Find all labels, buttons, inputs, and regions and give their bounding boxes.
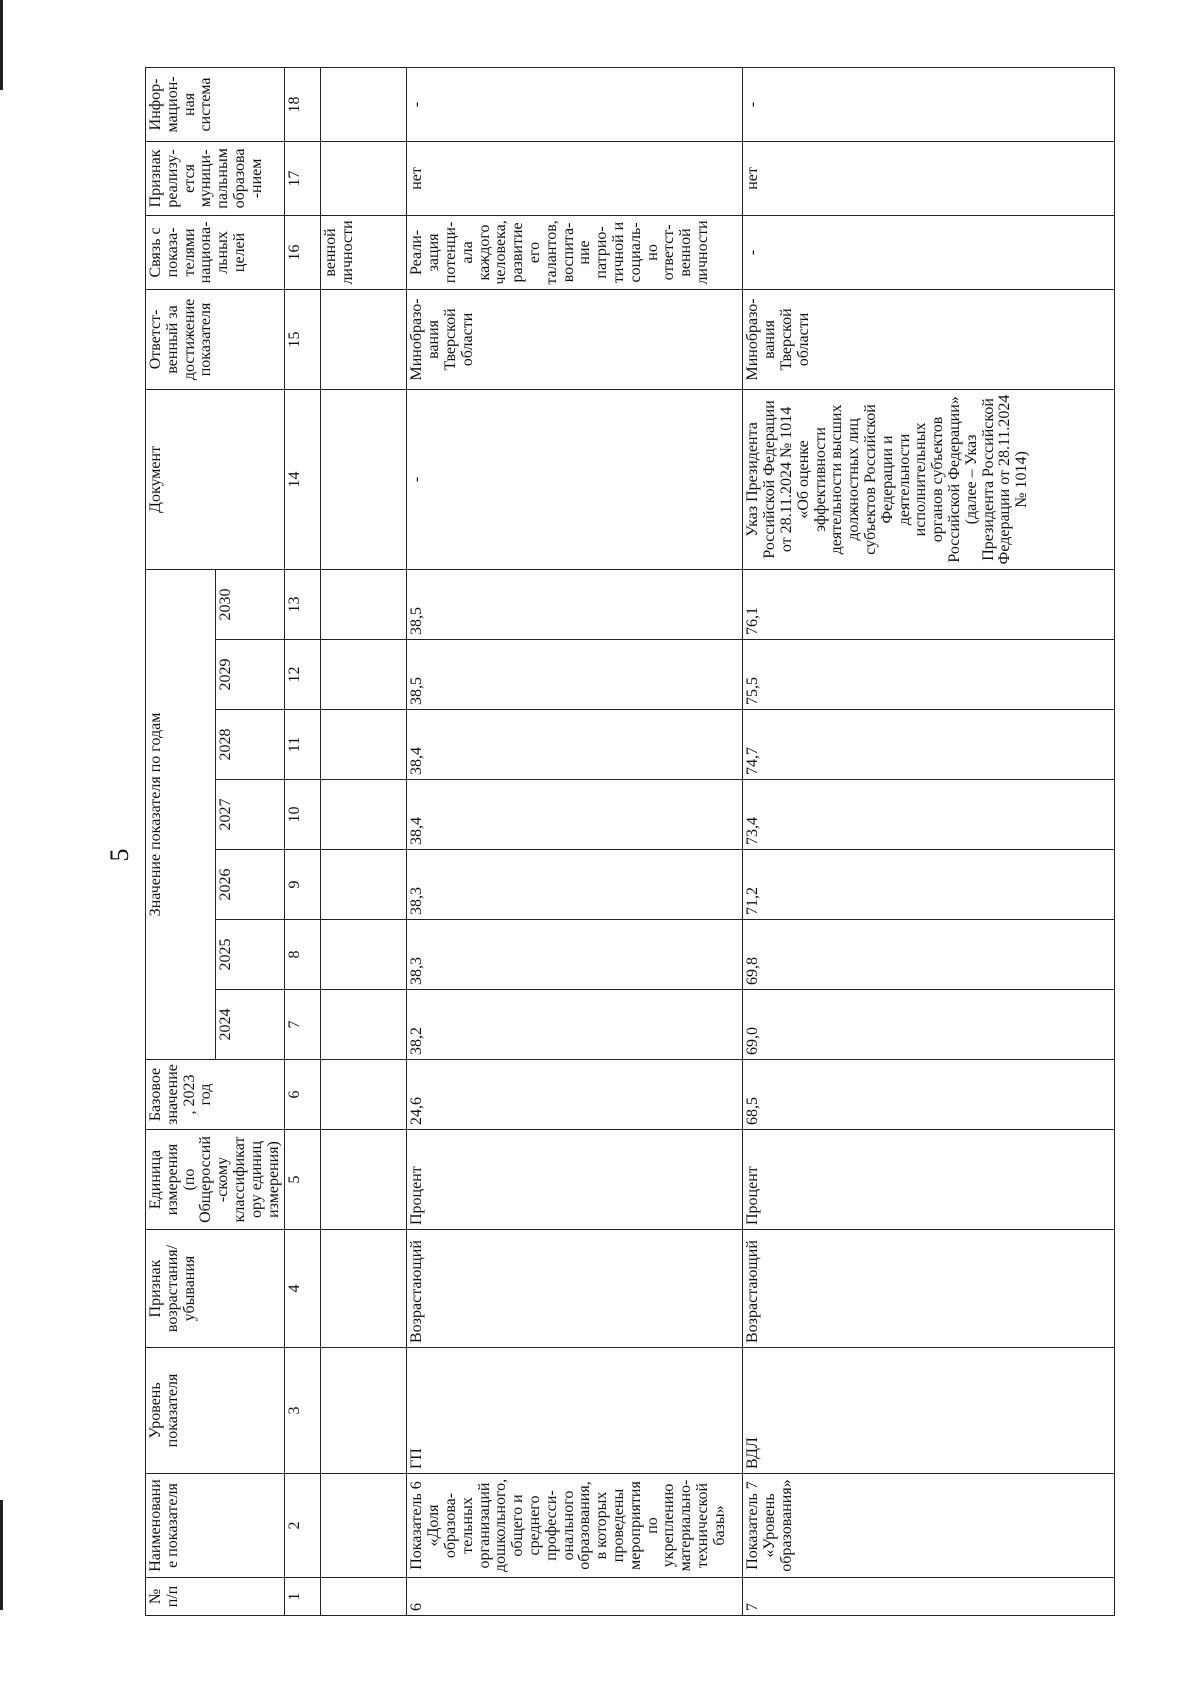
row7-link: - — [743, 215, 1115, 289]
header-year-2028: 2028 — [215, 710, 285, 780]
row6-municipal: нет — [407, 141, 743, 215]
colnum-18: 18 — [285, 67, 321, 141]
scan-edge-bottom — [0, 1500, 3, 1610]
row6-infosys: - — [407, 67, 743, 141]
row6-responsible: Минобразо-вания Тверской области — [407, 289, 743, 389]
row7-trend: Возрастающий — [743, 1230, 1115, 1348]
header-year-2030: 2030 — [215, 569, 285, 639]
table-row — [743, 67, 1115, 1615]
table-row — [407, 67, 743, 1615]
rotated-table-wrapper — [145, 76, 1043, 1616]
scan-edge-top — [0, 0, 3, 90]
colnum-12: 12 — [285, 640, 321, 710]
rotated-table-inner — [145, 76, 1043, 1616]
row7-name: Показатель 7 «Уровень образования» — [743, 1474, 1115, 1578]
header-year-2029: 2029 — [215, 640, 285, 710]
row7-unit: Процент — [743, 1130, 1115, 1230]
header-year-2027: 2027 — [215, 780, 285, 850]
header-unit: Единица измерения (по Общероссий-скому классификатору единиц измерения) — [146, 1130, 285, 1230]
page-number: 5 — [105, 848, 134, 862]
row6-2024: 38,2 — [407, 990, 743, 1060]
colnum-16: 16 — [285, 215, 321, 289]
row7-responsible: Минобразо-вания Тверской области — [743, 289, 1115, 389]
row7-2024: 69,0 — [743, 990, 1115, 1060]
header-responsible: Ответст-венный за достижение показателя — [146, 289, 285, 389]
row6-2028: 38,4 — [407, 710, 743, 780]
header-base: Базовое значение, 2023 год — [146, 1060, 285, 1130]
header-values-group: Значение показателя по годам — [146, 569, 216, 1059]
row6-2026: 38,3 — [407, 850, 743, 920]
header-trend: Признак возрастания/ убывания — [146, 1230, 285, 1348]
row7-infosys: - — [743, 67, 1115, 141]
colnum-11: 11 — [285, 710, 321, 780]
row6-2025: 38,3 — [407, 920, 743, 990]
colnum-1: 1 — [285, 1578, 321, 1616]
row6-link: Реали-зация потенци-ала каждого человека, развитие его талантов, воспита-ние патрио-тичной и социаль-но ответст-венной личности — [407, 215, 743, 289]
row6-trend: Возрастающий — [407, 1230, 743, 1348]
row6-2027: 38,4 — [407, 780, 743, 850]
row6-2030: 38,5 — [407, 569, 743, 639]
header-level: Уровень показателя — [146, 1348, 285, 1474]
colnum-13: 13 — [285, 569, 321, 639]
header-year-2024: 2024 — [215, 990, 285, 1060]
continuation-link: венной личности — [321, 215, 407, 289]
row6-num: 6 — [407, 1578, 743, 1616]
row7-2027: 73,4 — [743, 780, 1115, 850]
table-row-continuation — [321, 67, 407, 1615]
row7-2025: 69,8 — [743, 920, 1115, 990]
row7-num: 7 — [743, 1578, 1115, 1616]
colnum-15: 15 — [285, 289, 321, 389]
header-name: Наименование показателя — [146, 1474, 285, 1578]
colnum-6: 6 — [285, 1060, 321, 1130]
header-row-1 — [146, 67, 216, 1615]
colnum-17: 17 — [285, 141, 321, 215]
row6-level: ГП — [407, 1348, 743, 1474]
row7-document: Указ Президента Российской Федерации от 28.11.2024 № 1014 «Об оценке эффективности деятельности высших должностных лиц субъектов Российской Федерации и деятельности исполнительных органов субъектов Российской Федерации» (далее – Указ Президента Российской Федерации от 28.11.2024 № 1014) — [743, 389, 1115, 569]
row7-2029: 75,5 — [743, 640, 1115, 710]
header-infosys: Инфор-мацион-ная система — [146, 67, 285, 141]
row6-name: Показатель 6 «Доля образова-тельных организаций дошкольного, общего и среднего професси-онального образования, в которых проведены мероприятия по укреплению материально-технической базы» — [407, 1474, 743, 1578]
row6-base: 24,6 — [407, 1060, 743, 1130]
header-year-2026: 2026 — [215, 850, 285, 920]
header-num: № п/п — [146, 1578, 285, 1616]
header-link: Связь с показа-телями национа-льных целей — [146, 215, 285, 289]
colnum-9: 9 — [285, 850, 321, 920]
column-number-row — [285, 67, 321, 1615]
row7-2026: 71,2 — [743, 850, 1115, 920]
colnum-5: 5 — [285, 1130, 321, 1230]
row7-base: 68,5 — [743, 1060, 1115, 1130]
colnum-10: 10 — [285, 780, 321, 850]
row7-2028: 74,7 — [743, 710, 1115, 780]
row6-document: - — [407, 389, 743, 569]
colnum-14: 14 — [285, 389, 321, 569]
indicators-table — [145, 67, 1115, 1616]
colnum-8: 8 — [285, 920, 321, 990]
row7-municipal: нет — [743, 141, 1115, 215]
header-municipal: Признак реализу-ется муници-пальным образова-нием — [146, 141, 285, 215]
colnum-3: 3 — [285, 1348, 321, 1474]
header-document: Документ — [146, 389, 285, 569]
colnum-7: 7 — [285, 990, 321, 1060]
row7-2030: 76,1 — [743, 569, 1115, 639]
row6-unit: Процент — [407, 1130, 743, 1230]
header-year-2025: 2025 — [215, 920, 285, 990]
row7-level: ВДЛ — [743, 1348, 1115, 1474]
colnum-4: 4 — [285, 1230, 321, 1348]
row6-2029: 38,5 — [407, 640, 743, 710]
colnum-2: 2 — [285, 1474, 321, 1578]
